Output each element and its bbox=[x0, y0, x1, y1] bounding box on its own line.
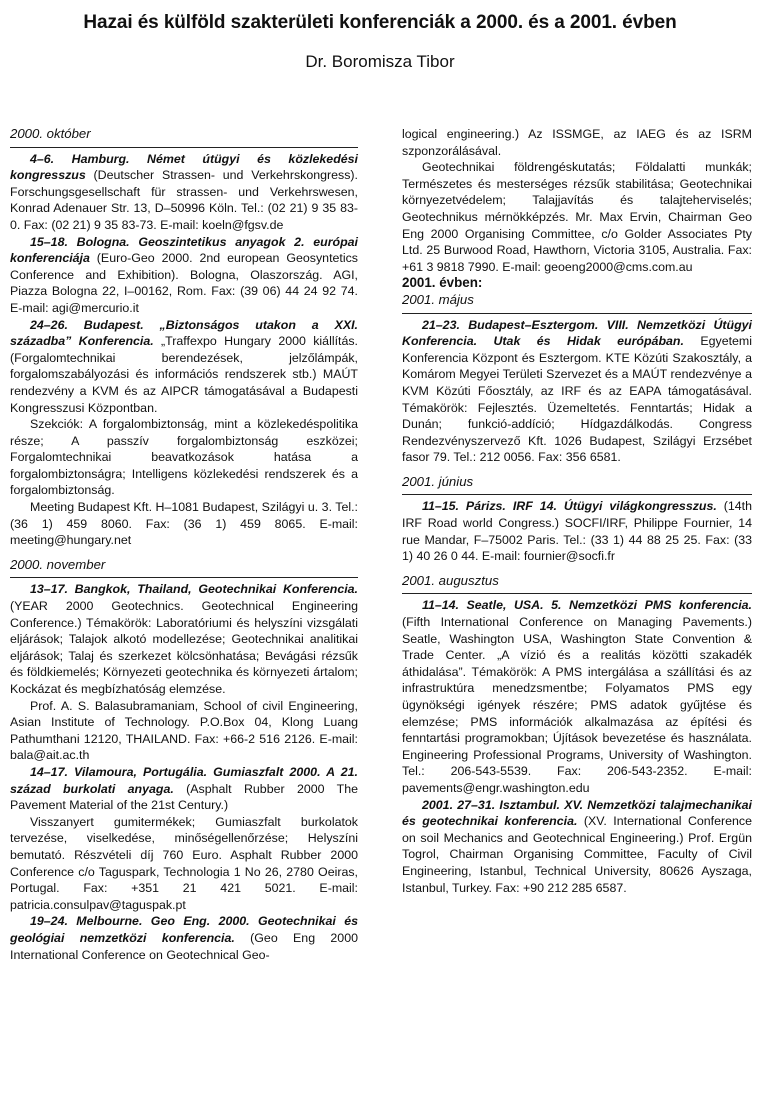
event-entry bbox=[10, 317, 358, 417]
event-heading: 21–23. Budapest–Esztergom. VIII. Nemzetközi Útügyi Konferencia. Utak és Hidak európában. bbox=[402, 317, 752, 349]
month-rule bbox=[10, 147, 358, 148]
event-heading: 13–17. Bangkok, Thailand, Geotechnikai Konferencia. bbox=[30, 582, 358, 597]
month-heading: 2000. november bbox=[10, 556, 106, 572]
month-heading: 2001. augusztus bbox=[402, 572, 499, 588]
month-rule bbox=[402, 494, 752, 495]
event-entry bbox=[402, 317, 752, 466]
event-details: „Traffexpo Hungary 2000 kiállítás. (Forgalomtechnikai berendezések, jelzőlámpák, forgalomszabályozási és információs rendszerek stb.) MAÚT rendezvény a KVM és az AIPCR támogatásával a Budapesti Kongresszusi Központban. bbox=[10, 334, 358, 415]
month-rule bbox=[402, 313, 752, 314]
event-details: (Asphalt Rubber 2000 The Pavement Material of the 21st Century.) bbox=[10, 781, 359, 813]
event-entry bbox=[10, 151, 358, 234]
event-heading: 24–26. Budapest. „Biztonságos utakon a XXI. századba” Konferencia. bbox=[10, 317, 358, 349]
event-details: Egyetemi Konferencia Központ és Esztergom. KTE Közúti Szakosztály, a Komárom Megyei Területi Szervezet és a MAÚT rendezvénye a KVM Közúti Főosztály, az IRF és az EAPA támogatásával. Témakörök: Fejlesztés. Üzemeltetés. Fenntartás; Hidak a Dunán; funkció-addíció; Hídgazdálkodás. Congress Rendezvényszervező Kft. 1026 Budapest, Szilágyi Erzsébet fasor 79. Tel.: 212 0056. Fax: 356 6581. bbox=[402, 334, 752, 465]
event-contact: Meeting Budapest Kft. H–1081 Budapest, Szilágyi u. 3. Tel.: (36 1) 459 8060. Fax: (36 1) 459 8065. E-mail: meeting@hungary.net bbox=[10, 500, 358, 548]
event-continuation: logical engineering.) Az ISSMGE, az IAEG és az ISRM szponzorálásával. bbox=[402, 127, 752, 158]
event-entry bbox=[10, 234, 358, 317]
event-heading: 4–6. Hamburg. Német útügyi és közlekedési kongresszus bbox=[10, 151, 358, 183]
event-details: (Geo Eng 2000 International Conference on Geotechnical Geo- bbox=[10, 930, 358, 962]
event-details: (Deutscher Strassen- und Verkehrskongress). Forschungsgesellschaft für strassen- und Verkehrswesen, Konrad Adenauer Str. 13, D–50996 Köln. Tel.: (02 21) 9 35 83-0. Fax: (02 21) 9 35 83-73. E-mail: koeln@fgsv.de bbox=[10, 168, 358, 232]
left-column bbox=[10, 126, 358, 963]
year-heading: 2001. évben: bbox=[402, 275, 483, 291]
event-entry bbox=[10, 764, 358, 814]
event-entry bbox=[402, 498, 752, 564]
month-rule bbox=[402, 593, 752, 594]
event-heading: 14–17. Vilamoura, Portugália. Gumiaszfalt 2000. A 21. század burkolati anyaga. bbox=[10, 764, 358, 796]
event-paragraph: Szekciók: A forgalombiztonság, mint a közlekedéspolitika része; A passzív forgalombiztonság eszközei; Forgalomtechnikai beavatkozások hatása a forgalombiztonságra; Intelligens közlekedési rendszerek és a forgalombiztonság. bbox=[10, 417, 358, 498]
month-heading: 2001. május bbox=[402, 291, 474, 307]
right-column bbox=[402, 126, 752, 896]
event-heading: 2001. 27–31. Isztambul. XV. Nemzetközi talajmechanikai és geotechnikai konferencia. bbox=[402, 797, 752, 829]
event-contact: Prof. A. S. Balasubramaniam, School of civil Engineering, Asian Institute of Technology. P.O.Box 04, Klong Luang Pathumthani 12120, THAILAND. Fax: +66-2 516 2126. E-mail: bala@ait.ac.th bbox=[10, 698, 358, 763]
event-entry bbox=[402, 797, 752, 897]
event-heading: 11–14. Seatle, USA. 5. Nemzetközi PMS konferencia. bbox=[422, 598, 752, 613]
event-paragraph: Visszanyert gumitermékek; Gumiaszfalt burkolatok tervezése, viselkedése, minőségellenőrzése; Helyszíni bemutató. Részvételi díj 760 Euro. Asphalt Rubber 2000 Conference c/o Taguspark, Technologia 1 No 26, 2780 Oeiras, Portugal. Fax: +351 21 421 5021. E-mail: patricia.consulpav@taguspak.pt bbox=[10, 814, 358, 912]
event-details: (XV. International Conference on soil Mechanics and Geotechnical Engineering.) Prof. Ergün Togrol, Chairman Organising Committee, Faculty of Civil Engineering, Istanbul, Technical University, 80626 Ayszaga, Istanbul, Turkey. Fax: +90 212 285 6587. bbox=[402, 814, 753, 895]
month-rule bbox=[10, 577, 358, 578]
page-title: Hazai és külföld szakterületi konferenciák a 2000. és a 2001. évben bbox=[83, 12, 677, 33]
event-paragraph: Geotechnikai földrengéskutatás; Földalatti munkák; Természetes és mesterséges rézsűk stabilitása; Geotechnikai környezetvédelem; Talajjavítás és talajteherviselés; Geotechnikus mérnökképzés. Mr. Max Ervin, Chairman Geo Eng 2000 Organising Committee, c/o Golder Associates Pty Ltd. 25 Burwood Road, Hawthorn, Victoria 3105, Australia. Fax: +61 3 9818 7990. E-mail: geoeng2000@cms.com.au bbox=[402, 160, 752, 274]
event-heading: 15–18. Bologna. Geoszintetikus anyagok 2. európai konferenciája bbox=[10, 234, 358, 266]
month-heading: 2001. június bbox=[402, 473, 474, 489]
event-details: (YEAR 2000 Geotechnics. Geotechnical Engineering Conference.) Témakörök: Laboratóriumi és helyszíni vizsgálati eljárások; Talajok alkotó modellezése; Geotechnikai analitikai eljárások; Talaj és szerkezet kölcsönhatása; Bevágási rézsűk és földkiemelés; Környezeti geotechnika és környezeti ártalom; Kockázat és megbízhatóság elemzése. bbox=[10, 599, 358, 696]
event-heading: 11–15. Párizs. IRF 14. Útügyi világkongresszus. bbox=[422, 499, 717, 514]
event-entry bbox=[402, 597, 752, 796]
event-entry bbox=[10, 581, 358, 697]
author-name: Dr. Boromisza Tibor bbox=[305, 52, 455, 71]
event-details: (Fifth International Conference on Managing Pavements.) Seatle, Washington USA, Washington State Convention & Trade Center. „A vízió és a realitás közötti szakadék áthidalása”. Témakörök: A PMS intergálása a szállítási és az infrastruktúra menedzsmentbe; Folyamatos PMS egy ügynökségi igények részére; PMS adatok gyűjtése és elemzése; PMS információk alkalmazása az építési és fenntartási programokban; Újítások bevezetése és használata. Engineering Professional Programs, University of Washington. Tel.: 206-543-5539. Fax: 206-543-2352. E-mail: pavements@engr.washington.edu bbox=[402, 615, 752, 795]
month-heading: 2000. október bbox=[10, 126, 91, 141]
event-heading: 19–24. Melbourne. Geo Eng. 2000. Geotechnikai és geológiai nemzetközi konferencia. bbox=[10, 914, 358, 945]
event-details: (Euro-Geo 2000. 2nd european Geosyntetics Conference and Exhibition). Bologna, Olaszország. AGI, Piazza Bologna 22, I–00162, Rom. Fax: (39 06) 44 24 92 74. E-mail: agi@mercurio.it bbox=[10, 251, 358, 315]
event-details: (14th IRF Road world Congress.) SOCFI/IRF, Philippe Fournier, 14 rue Mandar, F–75002 Paris. Tel.: (33 1) 44 88 25 25. Fax: (33 1) 40 26 0 44. E-mail: fournier@socfi.fr bbox=[402, 499, 752, 564]
event-entry bbox=[10, 913, 358, 963]
